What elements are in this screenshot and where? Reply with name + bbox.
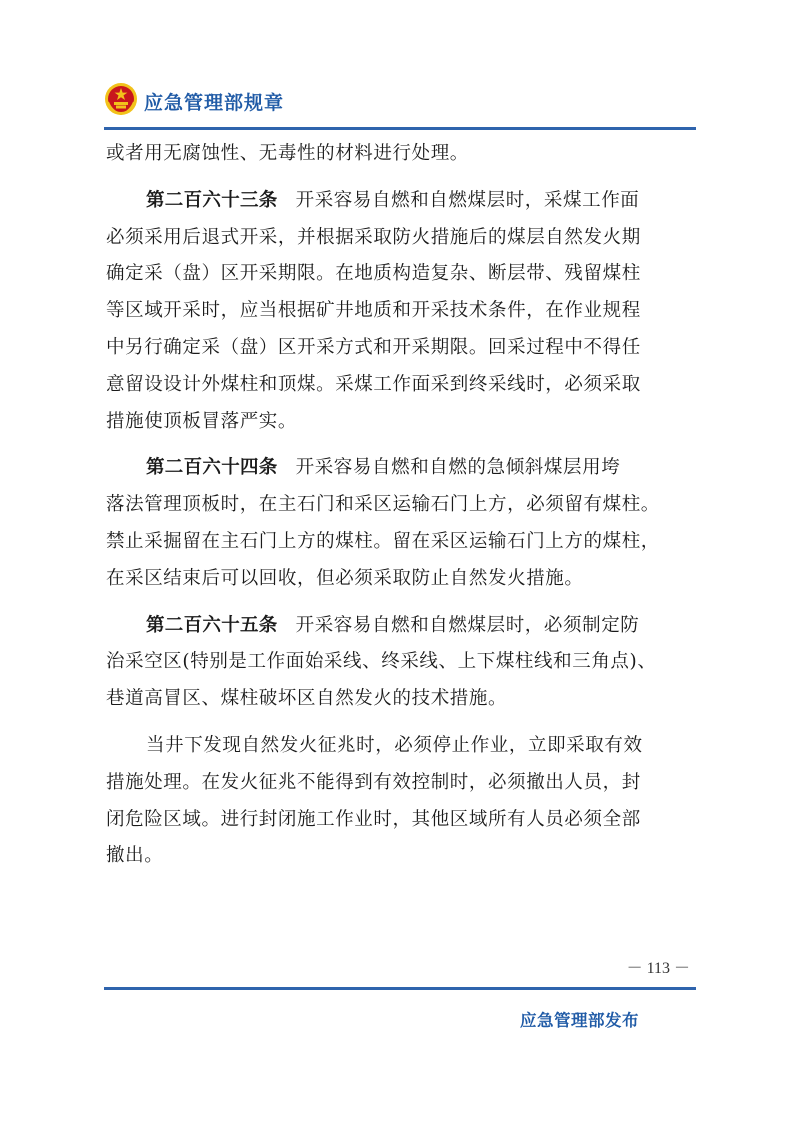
text-line: 撤出。 — [106, 845, 164, 867]
text-line: 意留设设计外煤柱和顶煤。采煤工作面采到终采线时，必须采取 — [106, 373, 641, 395]
text-line: 在采区结束后可以回收，但必须采取防止自然发火措施。 — [106, 567, 584, 589]
text-line: 闭危险区域。进行封闭施工作业时，其他区域所有人员必须全部 — [106, 808, 641, 830]
text-run: 开采容易自燃和自燃煤层时，必须制定防 — [295, 614, 640, 636]
page-header — [96, 80, 696, 124]
page-number: － 113 － — [626, 960, 690, 977]
text-line: 措施使顶板冒落严实。 — [106, 410, 298, 432]
header-divider — [104, 127, 696, 130]
text-run: 开采容易自燃和自燃的急倾斜煤层用垮 — [295, 457, 621, 479]
article-number: 第二百六十四条 — [146, 457, 278, 479]
paragraph-first-line: 当井下发现自然发火征兆时，必须停止作业，立即采取有效 — [146, 734, 643, 756]
footer-publisher: 应急管理部发布 — [520, 1011, 639, 1030]
header-title: 应急管理部规章 — [144, 92, 285, 114]
text-line: 或者用无腐蚀性、无毒性的材料进行处理。 — [106, 143, 469, 164]
text-line: 等区域开采时，应当根据矿井地质和开采技术条件，在作业规程 — [106, 300, 641, 322]
text-line: 中另行确定采（盘）区开采方式和开采期限。回采过程中不得任 — [106, 336, 641, 358]
article-263-first-line — [106, 183, 698, 220]
national-emblem-icon — [104, 82, 138, 116]
text-line: 措施处理。在发火征兆不能得到有效控制时，必须撤出人员，封 — [106, 771, 641, 793]
text-line: 禁止采掘留在主石门上方的煤柱。留在采区运输石门上方的煤柱， — [106, 530, 660, 552]
article-265-first-line — [106, 608, 698, 645]
text-line: 必须采用后退式开采，并根据采取防火措施后的煤层自然发火期 — [106, 226, 641, 248]
footer-divider — [104, 987, 696, 990]
text-line: 确定采（盘）区开采期限。在地质构造复杂、断层带、残留煤柱 — [106, 263, 641, 285]
text-run: 开采容易自燃和自燃煤层时，采煤工作面 — [295, 189, 640, 211]
text-line: 落法管理顶板时，在主石门和采区运输石门上方，必须留有煤柱。 — [106, 494, 660, 516]
article-number: 第二百六十五条 — [146, 614, 278, 636]
document-body — [106, 136, 698, 875]
text-line: 治采空区(特别是工作面始采线、终采线、上下煤柱线和三角点)、 — [106, 651, 657, 673]
article-264-first-line — [106, 450, 698, 487]
text-line: 巷道高冒区、煤柱破坏区自然发火的技术措施。 — [106, 688, 508, 710]
article-number: 第二百六十三条 — [146, 189, 278, 211]
